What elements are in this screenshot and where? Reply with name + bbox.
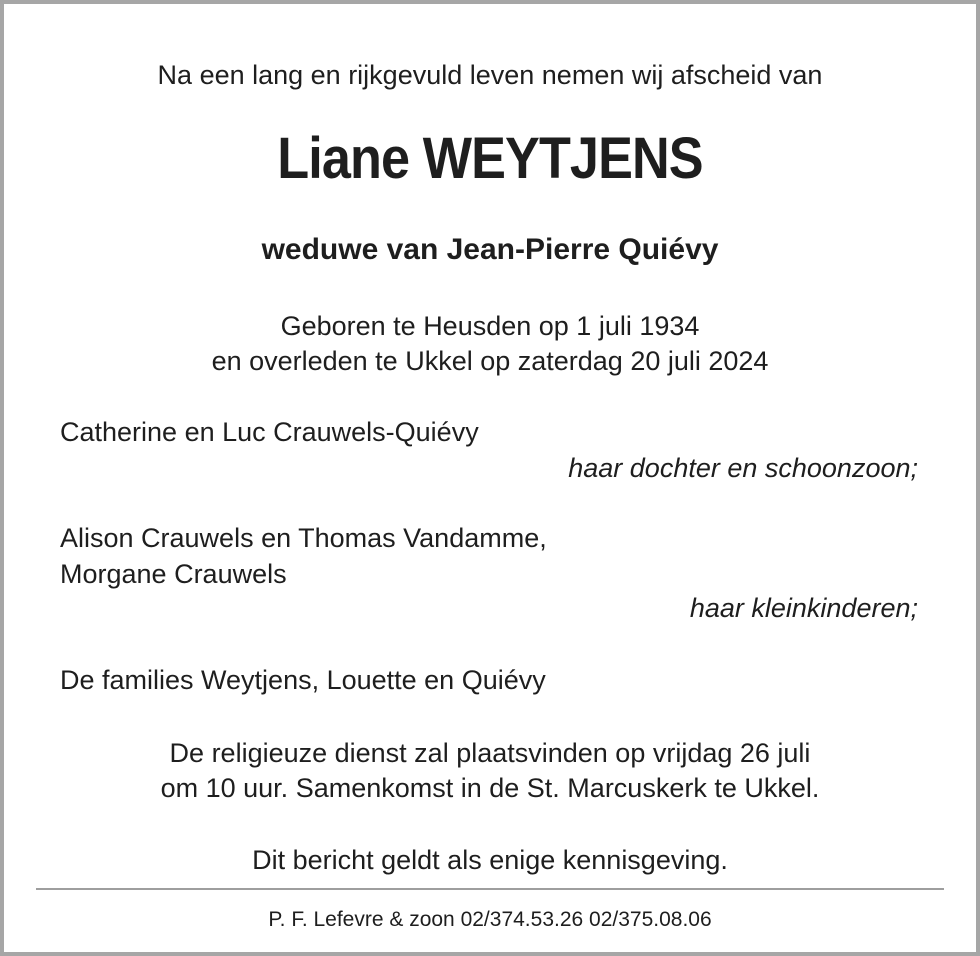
closing-text: Dit bericht geldt als enige kennisgeving. xyxy=(252,845,728,875)
intro-text: Na een lang en rijkgevuld leven nemen wij afscheid van xyxy=(157,60,823,90)
death-line: en overleden te Ukkel op zaterdag 20 juli 2024 xyxy=(211,346,769,376)
mourner-relation: haar dochter en schoonzoon; xyxy=(568,453,918,483)
service-line: om 10 uur. Samenkomst in de St. Marcuskerk te Ukkel. xyxy=(160,773,820,803)
widow-of-line: weduwe van Jean-Pierre Quiévy xyxy=(261,233,719,266)
footer-divider xyxy=(36,888,944,890)
service-line: De religieuze dienst zal plaatsvinden op vrijdag 26 juli xyxy=(169,738,811,768)
mourner-name: Alison Crauwels en Thomas Vandamme, xyxy=(60,523,547,553)
mourner-name: Catherine en Luc Crauwels-Quiévy xyxy=(60,417,479,447)
funeral-home-footer: P. F. Lefevre & zoon 02/374.53.26 02/375.08.06 xyxy=(268,908,712,931)
mourner-name: Morgane Crauwels xyxy=(60,559,287,589)
mourner-name: De families Weytjens, Louette en Quiévy xyxy=(60,665,546,695)
birth-line: Geboren te Heusden op 1 juli 1934 xyxy=(280,311,700,341)
mourner-relation: haar kleinkinderen; xyxy=(689,593,918,623)
deceased-name: Liane WEYTJENS xyxy=(277,126,703,191)
